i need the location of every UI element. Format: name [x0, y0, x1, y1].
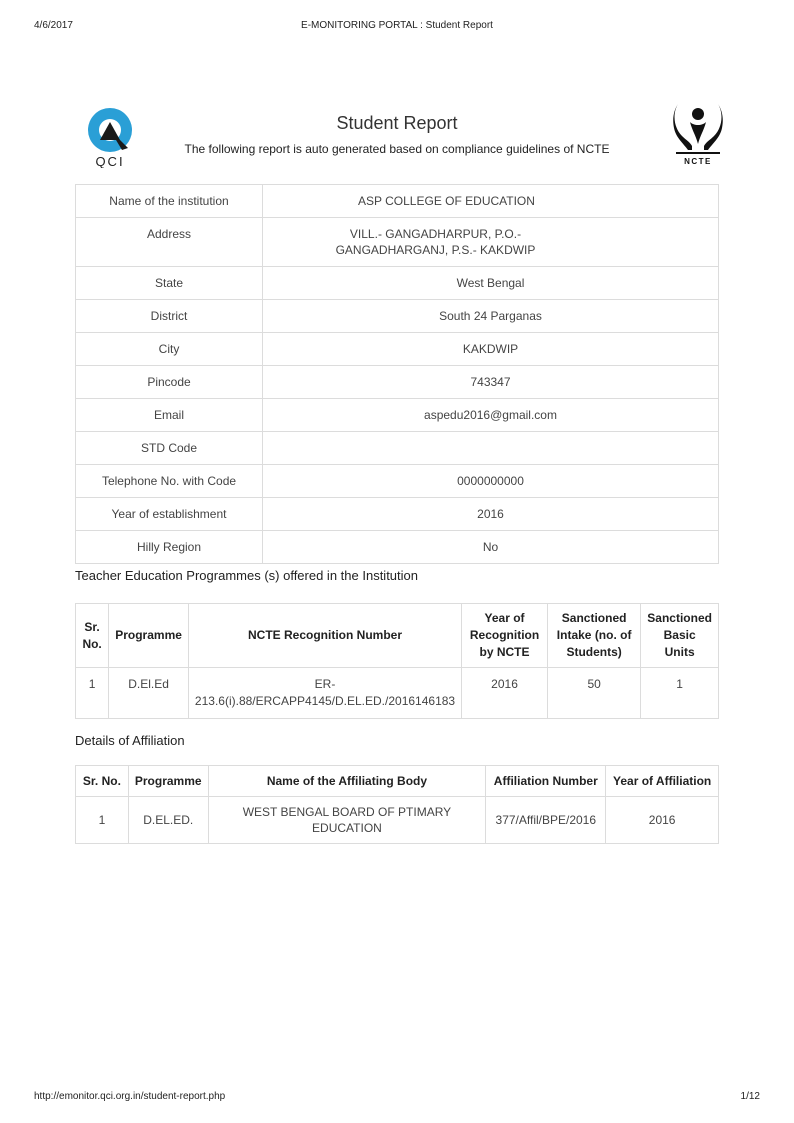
- field-label: State: [76, 267, 263, 300]
- affiliation-row: [76, 797, 719, 844]
- programmes-table: [75, 603, 719, 719]
- table-cell: 50: [547, 668, 640, 719]
- institution-row: [76, 531, 719, 564]
- svg-text:QCI: QCI: [95, 154, 125, 168]
- table-cell: ER-213.6(i).88/ERCAPP4145/D.EL.ED./2016146183: [188, 668, 461, 719]
- field-value: West Bengal: [263, 267, 719, 300]
- column-header: Year of Recognition by NCTE: [462, 604, 548, 668]
- ncte-logo: [668, 100, 728, 168]
- column-header: Affiliation Number: [486, 766, 606, 797]
- column-header: Sr. No.: [76, 604, 109, 668]
- column-header: Programme: [128, 766, 208, 797]
- column-header: NCTE Recognition Number: [188, 604, 461, 668]
- programmes-heading: Teacher Education Programmes (s) offered in the Institution: [75, 568, 418, 583]
- field-value: aspedu2016@gmail.com: [263, 399, 719, 432]
- affiliation-table: [75, 765, 719, 844]
- institution-row: [76, 185, 719, 218]
- institution-row: [76, 267, 719, 300]
- print-header: [34, 20, 760, 34]
- print-title: E-MONITORING PORTAL : Student Report: [301, 20, 493, 31]
- table-cell: 2016: [462, 668, 548, 719]
- institution-row: [76, 465, 719, 498]
- programme-row: [76, 668, 719, 719]
- column-header: Programme: [109, 604, 189, 668]
- page-url: http://emonitor.qci.org.in/student-report.php: [34, 1091, 226, 1102]
- print-date: 4/6/2017: [34, 20, 73, 31]
- table-cell: 2016: [606, 797, 719, 844]
- field-label: Hilly Region: [76, 531, 263, 564]
- column-header: Name of the Affiliating Body: [208, 766, 486, 797]
- table-cell: D.EL.ED.: [128, 797, 208, 844]
- table-cell: 1: [641, 668, 719, 719]
- field-value: 743347: [263, 366, 719, 399]
- field-label: District: [76, 300, 263, 333]
- column-header: Sanctioned Basic Units: [641, 604, 719, 668]
- institution-row: [76, 432, 719, 465]
- field-label: Address: [76, 218, 263, 267]
- field-label: Name of the institution: [76, 185, 263, 218]
- institution-row: [76, 300, 719, 333]
- field-value: 2016: [263, 498, 719, 531]
- programmes-header-row: [76, 604, 719, 668]
- institution-row: [76, 333, 719, 366]
- institution-row: [76, 366, 719, 399]
- report-title: Student Report: [336, 113, 458, 133]
- report-subtitle: The following report is auto generated based on compliance guidelines of NCTE: [184, 142, 610, 156]
- field-label: Telephone No. with Code: [76, 465, 263, 498]
- table-cell: 377/Affil/BPE/2016: [486, 797, 606, 844]
- column-header: Sanctioned Intake (no. of Students): [547, 604, 640, 668]
- qci-logo: [84, 104, 136, 168]
- field-value: [263, 432, 719, 465]
- field-value: No: [263, 531, 719, 564]
- field-value: KAKDWIP: [263, 333, 719, 366]
- table-cell: 1: [76, 668, 109, 719]
- field-label: Pincode: [76, 366, 263, 399]
- svg-text:NCTE: NCTE: [684, 157, 712, 166]
- column-header: Year of Affiliation: [606, 766, 719, 797]
- field-value: VILL.- GANGADHARPUR, P.O.- GANGADHARGANJ, P.S.- KAKDWIP: [263, 218, 719, 267]
- table-cell: WEST BENGAL BOARD OF PTIMARY EDUCATION: [208, 797, 486, 844]
- column-header: Sr. No.: [76, 766, 129, 797]
- affiliation-header-row: [76, 766, 719, 797]
- table-cell: 1: [76, 797, 129, 844]
- print-footer: [34, 1091, 760, 1105]
- institution-row: [76, 399, 719, 432]
- affiliation-heading: Details of Affiliation: [75, 733, 185, 748]
- field-value: ASP COLLEGE OF EDUCATION: [263, 185, 719, 218]
- field-label: Email: [76, 399, 263, 432]
- field-label: City: [76, 333, 263, 366]
- institution-table: [75, 184, 719, 564]
- page-number: 1/12: [740, 1091, 760, 1102]
- field-label: Year of establishment: [76, 498, 263, 531]
- field-value: South 24 Parganas: [263, 300, 719, 333]
- field-value: 0000000000: [263, 465, 719, 498]
- institution-row: [76, 498, 719, 531]
- table-cell: D.El.Ed: [109, 668, 189, 719]
- field-label: STD Code: [76, 432, 263, 465]
- institution-row: [76, 218, 719, 267]
